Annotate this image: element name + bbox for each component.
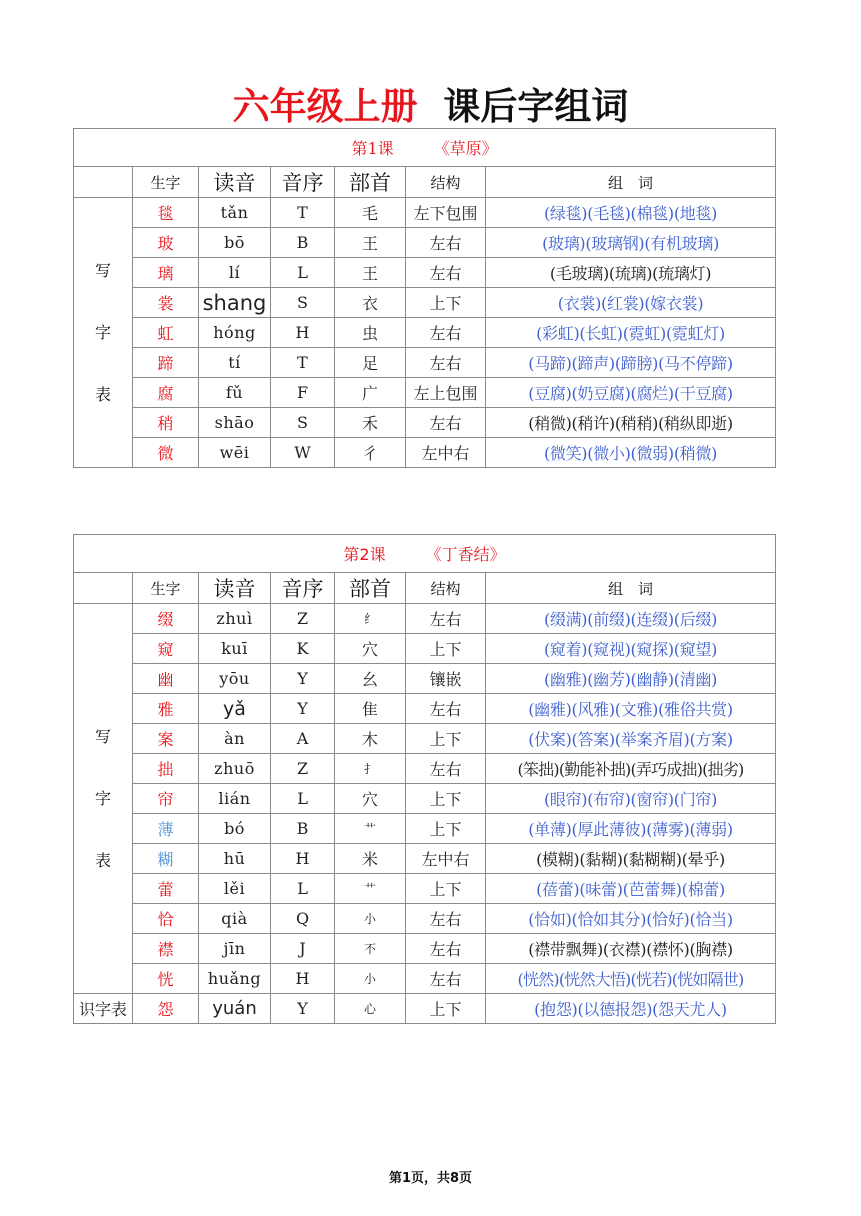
table-row (74, 634, 776, 664)
char-cell: 糊 (133, 844, 199, 874)
char-cell: 案 (133, 724, 199, 754)
structure-cell: 左中右 (406, 438, 486, 468)
radical-cell: 毛 (335, 198, 406, 228)
radical-cell: 广 (335, 378, 406, 408)
pinyin-cell: jīn (199, 934, 271, 964)
char-cell: 稍 (133, 408, 199, 438)
lesson-heading (74, 129, 776, 167)
pinyin-cell: yuán (199, 994, 271, 1024)
order-cell: H (271, 844, 335, 874)
char-cell: 腐 (133, 378, 199, 408)
char-cell: 缀 (133, 604, 199, 634)
table-row (74, 784, 776, 814)
words-cell: (马蹄)(蹄声)(蹄膀)(马不停蹄) (486, 348, 776, 378)
order-cell: L (271, 784, 335, 814)
structure-cell: 左右 (406, 258, 486, 288)
pinyin-cell: zhuì (199, 604, 271, 634)
pinyin-cell: àn (199, 724, 271, 754)
radical-cell: 彳 (335, 438, 406, 468)
words-cell: (模糊)(黏糊)(黏糊糊)(晕乎) (486, 844, 776, 874)
char-cell: 恍 (133, 964, 199, 994)
table-row (74, 844, 776, 874)
radical-cell: 禾 (335, 408, 406, 438)
char-cell: 蹄 (133, 348, 199, 378)
radical-cell: 穴 (335, 784, 406, 814)
side-label: 写 字 表 (74, 604, 133, 994)
char-cell: 微 (133, 438, 199, 468)
char-cell: 帘 (133, 784, 199, 814)
words-cell: (蓓蕾)(味蕾)(芭蕾舞)(棉蕾) (486, 874, 776, 904)
col-header-structure: 结构 (406, 573, 486, 604)
structure-cell: 上下 (406, 994, 486, 1024)
order-cell: Y (271, 694, 335, 724)
words-cell: (玻璃)(玻璃钢)(有机玻璃) (486, 228, 776, 258)
structure-cell: 左右 (406, 318, 486, 348)
char-cell: 恰 (133, 904, 199, 934)
table-row (74, 964, 776, 994)
lesson-1-table (73, 128, 776, 468)
pinyin-cell: yǎ (199, 694, 271, 724)
char-cell: 毯 (133, 198, 199, 228)
col-header-words: 组 词 (486, 167, 776, 198)
pinyin-cell: bō (199, 228, 271, 258)
structure-cell: 镶嵌 (406, 664, 486, 694)
order-cell: S (271, 288, 335, 318)
structure-cell: 左上包围 (406, 378, 486, 408)
pinyin-cell: kuī (199, 634, 271, 664)
words-cell: (豆腐)(奶豆腐)(腐烂)(干豆腐) (486, 378, 776, 408)
col-header-order: 音序 (271, 573, 335, 604)
order-cell: Z (271, 604, 335, 634)
structure-cell: 上下 (406, 874, 486, 904)
char-cell: 拙 (133, 754, 199, 784)
order-cell: B (271, 228, 335, 258)
order-cell: L (271, 258, 335, 288)
order-cell: Q (271, 904, 335, 934)
pinyin-cell: bó (199, 814, 271, 844)
lesson-2-table (73, 534, 776, 1024)
table-row (74, 438, 776, 468)
pinyin-cell: hū (199, 844, 271, 874)
pinyin-cell: hóng (199, 318, 271, 348)
col-header-char: 生字 (133, 573, 199, 604)
char-cell: 裳 (133, 288, 199, 318)
title-topic: 课后字组词 (443, 85, 629, 128)
structure-cell: 左右 (406, 964, 486, 994)
pinyin-cell: qià (199, 904, 271, 934)
order-cell: T (271, 198, 335, 228)
structure-cell: 上下 (406, 724, 486, 754)
col-header-radical: 部首 (335, 573, 406, 604)
radical-cell: 幺 (335, 664, 406, 694)
words-cell: (抱怨)(以德报怨)(怨天尤人) (486, 994, 776, 1024)
radical-cell: 隹 (335, 694, 406, 724)
table-row (74, 348, 776, 378)
order-cell: S (271, 408, 335, 438)
structure-cell: 上下 (406, 288, 486, 318)
structure-cell: 上下 (406, 814, 486, 844)
radical-cell: 不 (335, 934, 406, 964)
words-cell: (稍微)(稍许)(稍稍)(稍纵即逝) (486, 408, 776, 438)
words-cell: (缀满)(前缀)(连缀)(后缀) (486, 604, 776, 634)
structure-cell: 左右 (406, 934, 486, 964)
char-cell: 玻 (133, 228, 199, 258)
structure-cell: 左右 (406, 348, 486, 378)
structure-cell: 左中右 (406, 844, 486, 874)
order-cell: H (271, 964, 335, 994)
radical-cell: 王 (335, 258, 406, 288)
col-header-structure: 结构 (406, 167, 486, 198)
order-cell: Y (271, 664, 335, 694)
col-header-words: 组 词 (486, 573, 776, 604)
words-cell: (襟带飘舞)(衣襟)(襟怀)(胸襟) (486, 934, 776, 964)
pinyin-cell: fǔ (199, 378, 271, 408)
order-cell: H (271, 318, 335, 348)
structure-cell: 左右 (406, 604, 486, 634)
column-header-row (74, 167, 776, 198)
side-label: 写 字 表 (74, 198, 133, 468)
pinyin-cell: tǎn (199, 198, 271, 228)
structure-cell: 左右 (406, 408, 486, 438)
order-cell: Z (271, 754, 335, 784)
page-footer: 第1页，共8页 (388, 1171, 473, 1186)
words-cell: (恍然)(恍然大悟)(恍若)(恍如隔世) (486, 964, 776, 994)
pinyin-cell: lián (199, 784, 271, 814)
words-cell: (幽雅)(幽芳)(幽静)(清幽) (486, 664, 776, 694)
radical-cell: 扌 (335, 754, 406, 784)
radical-cell: 木 (335, 724, 406, 754)
char-cell: 幽 (133, 664, 199, 694)
table-row (74, 754, 776, 784)
structure-cell: 左右 (406, 228, 486, 258)
pinyin-cell: lí (199, 258, 271, 288)
words-cell: (伏案)(答案)(举案齐眉)(方案) (486, 724, 776, 754)
column-header-row (74, 573, 776, 604)
radical-cell: 纟 (335, 604, 406, 634)
words-cell: (恰如)(恰如其分)(恰好)(恰当) (486, 904, 776, 934)
table-row (74, 994, 776, 1024)
words-cell: (绿毯)(毛毯)(棉毯)(地毯) (486, 198, 776, 228)
lesson-heading (74, 535, 776, 573)
char-cell: 虹 (133, 318, 199, 348)
page-title (0, 76, 861, 130)
pinyin-cell: wēi (199, 438, 271, 468)
radical-cell: 王 (335, 228, 406, 258)
radical-cell: 穴 (335, 634, 406, 664)
table-row (74, 378, 776, 408)
order-cell: F (271, 378, 335, 408)
char-cell: 薄 (133, 814, 199, 844)
table-row (74, 604, 776, 634)
char-cell: 蕾 (133, 874, 199, 904)
radical-cell: 小 (335, 904, 406, 934)
order-cell: B (271, 814, 335, 844)
pinyin-cell: huǎng (199, 964, 271, 994)
col-header-radical: 部首 (335, 167, 406, 198)
radical-cell: 足 (335, 348, 406, 378)
order-cell: J (271, 934, 335, 964)
radical-cell: 衣 (335, 288, 406, 318)
table-row (74, 934, 776, 964)
table-row (74, 258, 776, 288)
char-cell: 雅 (133, 694, 199, 724)
structure-cell: 左右 (406, 904, 486, 934)
table-row (74, 724, 776, 754)
lesson-book-title: 《丁香结》 (425, 545, 506, 564)
radical-cell: 心 (335, 994, 406, 1024)
radical-cell: 米 (335, 844, 406, 874)
col-header-pinyin: 读音 (199, 573, 271, 604)
structure-cell: 上下 (406, 634, 486, 664)
words-cell: (幽雅)(风雅)(文雅)(雅俗共赏) (486, 694, 776, 724)
table-row (74, 228, 776, 258)
blank-header-cell (74, 167, 133, 198)
order-cell: K (271, 634, 335, 664)
blank-header-cell (74, 573, 133, 604)
words-cell: (衣裳)(红裳)(嫁衣裳) (486, 288, 776, 318)
radical-cell: 小 (335, 964, 406, 994)
words-cell: (微笑)(微小)(微弱)(稍微) (486, 438, 776, 468)
table-row (74, 288, 776, 318)
words-cell: (毛玻璃)(琉璃)(琉璃灯) (486, 258, 776, 288)
order-cell: A (271, 724, 335, 754)
words-cell: (笨拙)(勤能补拙)(弄巧成拙)(拙劣) (486, 754, 776, 784)
char-cell: 襟 (133, 934, 199, 964)
pinyin-cell: zhuō (199, 754, 271, 784)
lesson-book-title: 《草原》 (433, 139, 498, 158)
pinyin-cell: shāo (199, 408, 271, 438)
words-cell: (彩虹)(长虹)(霓虹)(霓虹灯) (486, 318, 776, 348)
order-cell: W (271, 438, 335, 468)
table-row (74, 874, 776, 904)
radical-cell: 艹 (335, 814, 406, 844)
table-row (74, 664, 776, 694)
structure-cell: 上下 (406, 784, 486, 814)
lesson-number: 第2课 (343, 545, 386, 564)
table-row (74, 814, 776, 844)
col-header-order: 音序 (271, 167, 335, 198)
char-cell: 怨 (133, 994, 199, 1024)
words-cell: (眼帘)(布帘)(窗帘)(门帘) (486, 784, 776, 814)
lesson-number: 第1课 (351, 139, 394, 158)
char-cell: 窥 (133, 634, 199, 664)
table-row (74, 198, 776, 228)
table-row (74, 904, 776, 934)
title-grade: 六年级上册 (232, 85, 418, 128)
words-cell: (单薄)(厚此薄彼)(薄雾)(薄弱) (486, 814, 776, 844)
structure-cell: 左右 (406, 754, 486, 784)
radical-cell: 艹 (335, 874, 406, 904)
pinyin-cell: tí (199, 348, 271, 378)
col-header-char: 生字 (133, 167, 199, 198)
char-cell: 璃 (133, 258, 199, 288)
lesson-header-row (74, 129, 776, 167)
order-cell: L (271, 874, 335, 904)
structure-cell: 左右 (406, 694, 486, 724)
table-row (74, 408, 776, 438)
words-cell: (窥着)(窥视)(窥探)(窥望) (486, 634, 776, 664)
structure-cell: 左下包围 (406, 198, 486, 228)
pinyin-cell: lěi (199, 874, 271, 904)
order-cell: Y (271, 994, 335, 1024)
radical-cell: 虫 (335, 318, 406, 348)
table-row (74, 694, 776, 724)
pinyin-cell: shang (199, 288, 271, 318)
lesson-header-row (74, 535, 776, 573)
order-cell: T (271, 348, 335, 378)
pinyin-cell: yōu (199, 664, 271, 694)
table-row (74, 318, 776, 348)
side-label-recognize: 识字表 (74, 994, 133, 1024)
col-header-pinyin: 读音 (199, 167, 271, 198)
